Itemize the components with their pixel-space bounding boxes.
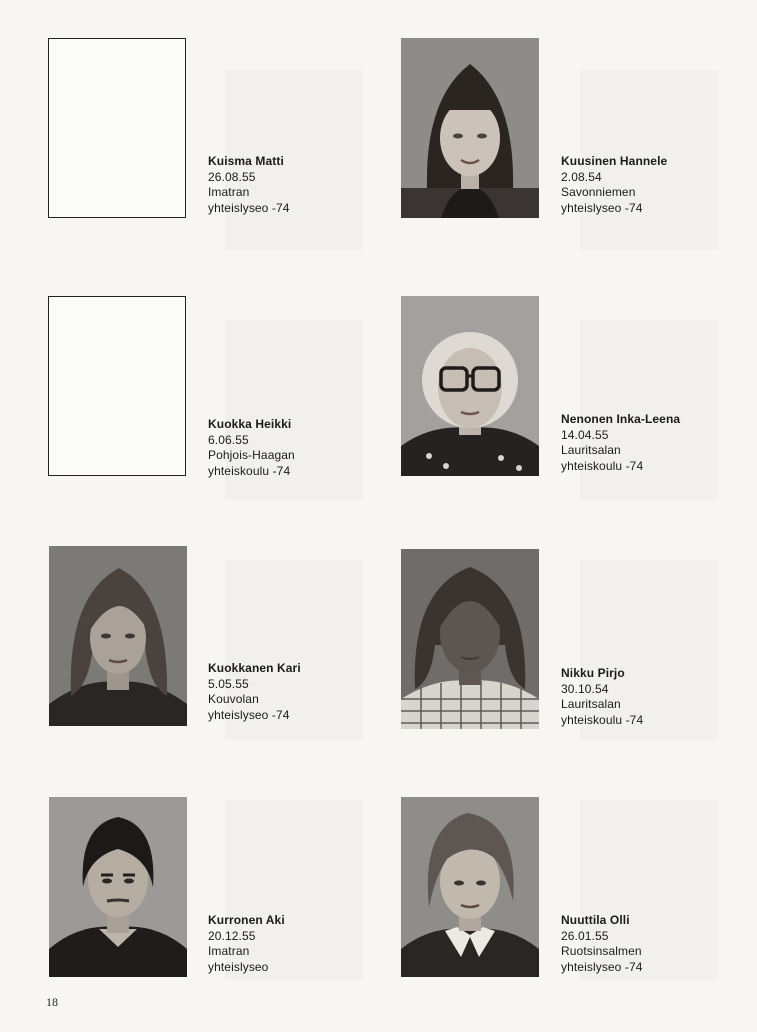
school-name: Imatran — [208, 185, 250, 199]
student-caption — [208, 913, 368, 975]
photo-placeholder — [48, 296, 186, 476]
birth-date: 30.10.54 — [561, 681, 609, 696]
birth-date: 2.08.54 — [561, 169, 602, 184]
portrait-image — [401, 549, 539, 729]
school-type-year: yhteislyseo -74 — [208, 707, 290, 722]
school-name: Pohjois-Haagan — [208, 448, 295, 462]
school-name: Ruotsinsalmen — [561, 944, 642, 958]
student-name: Kurronen Aki — [208, 913, 285, 927]
school-name: Savonniemen — [561, 185, 636, 199]
student-caption — [561, 412, 721, 474]
student-caption — [208, 154, 368, 216]
student-name: Kuokkanen Kari — [208, 661, 301, 675]
student-photo — [401, 549, 539, 729]
student-name: Nikku Pirjo — [561, 666, 625, 680]
student-caption — [561, 154, 721, 216]
student-name: Nuuttila Olli — [561, 913, 630, 927]
photo-placeholder — [48, 38, 186, 218]
portrait-image — [401, 296, 539, 476]
student-caption — [561, 666, 721, 728]
school-name: Imatran — [208, 944, 250, 958]
school-type-year: yhteislyseo — [208, 959, 269, 974]
birth-date: 20.12.55 — [208, 928, 256, 943]
school-type-year: yhteislyseo -74 — [561, 200, 643, 215]
school-name: Kouvolan — [208, 692, 259, 706]
school-type-year: yhteiskoulu -74 — [208, 463, 291, 478]
portrait-image — [401, 38, 539, 218]
student-photo — [401, 38, 539, 218]
student-name: Kuisma Matti — [208, 154, 284, 168]
student-caption — [208, 661, 368, 723]
school-type-year: yhteiskoulu -74 — [561, 712, 644, 727]
student-name: Nenonen Inka-Leena — [561, 412, 681, 426]
school-type-year: yhteislyseo -74 — [561, 959, 643, 974]
student-photo — [401, 797, 539, 977]
school-type-year: yhteiskoulu -74 — [561, 458, 644, 473]
student-photo — [49, 546, 187, 726]
student-caption — [208, 417, 368, 479]
portrait-image — [401, 797, 539, 977]
birth-date: 26.08.55 — [208, 169, 256, 184]
student-caption — [561, 913, 721, 975]
portrait-image — [49, 797, 187, 977]
student-name: Kuokka Heikki — [208, 417, 292, 431]
page-number: 18 — [46, 995, 58, 1009]
portrait-image — [49, 546, 187, 726]
school-name: Lauritsalan — [561, 443, 621, 457]
birth-date: 5.05.55 — [208, 676, 249, 691]
school-name: Lauritsalan — [561, 697, 621, 711]
school-type-year: yhteislyseo -74 — [208, 200, 290, 215]
birth-date: 6.06.55 — [208, 432, 249, 447]
student-photo — [401, 296, 539, 476]
birth-date: 26.01.55 — [561, 928, 609, 943]
student-photo — [49, 797, 187, 977]
birth-date: 14.04.55 — [561, 427, 609, 442]
student-name: Kuusinen Hannele — [561, 154, 668, 168]
